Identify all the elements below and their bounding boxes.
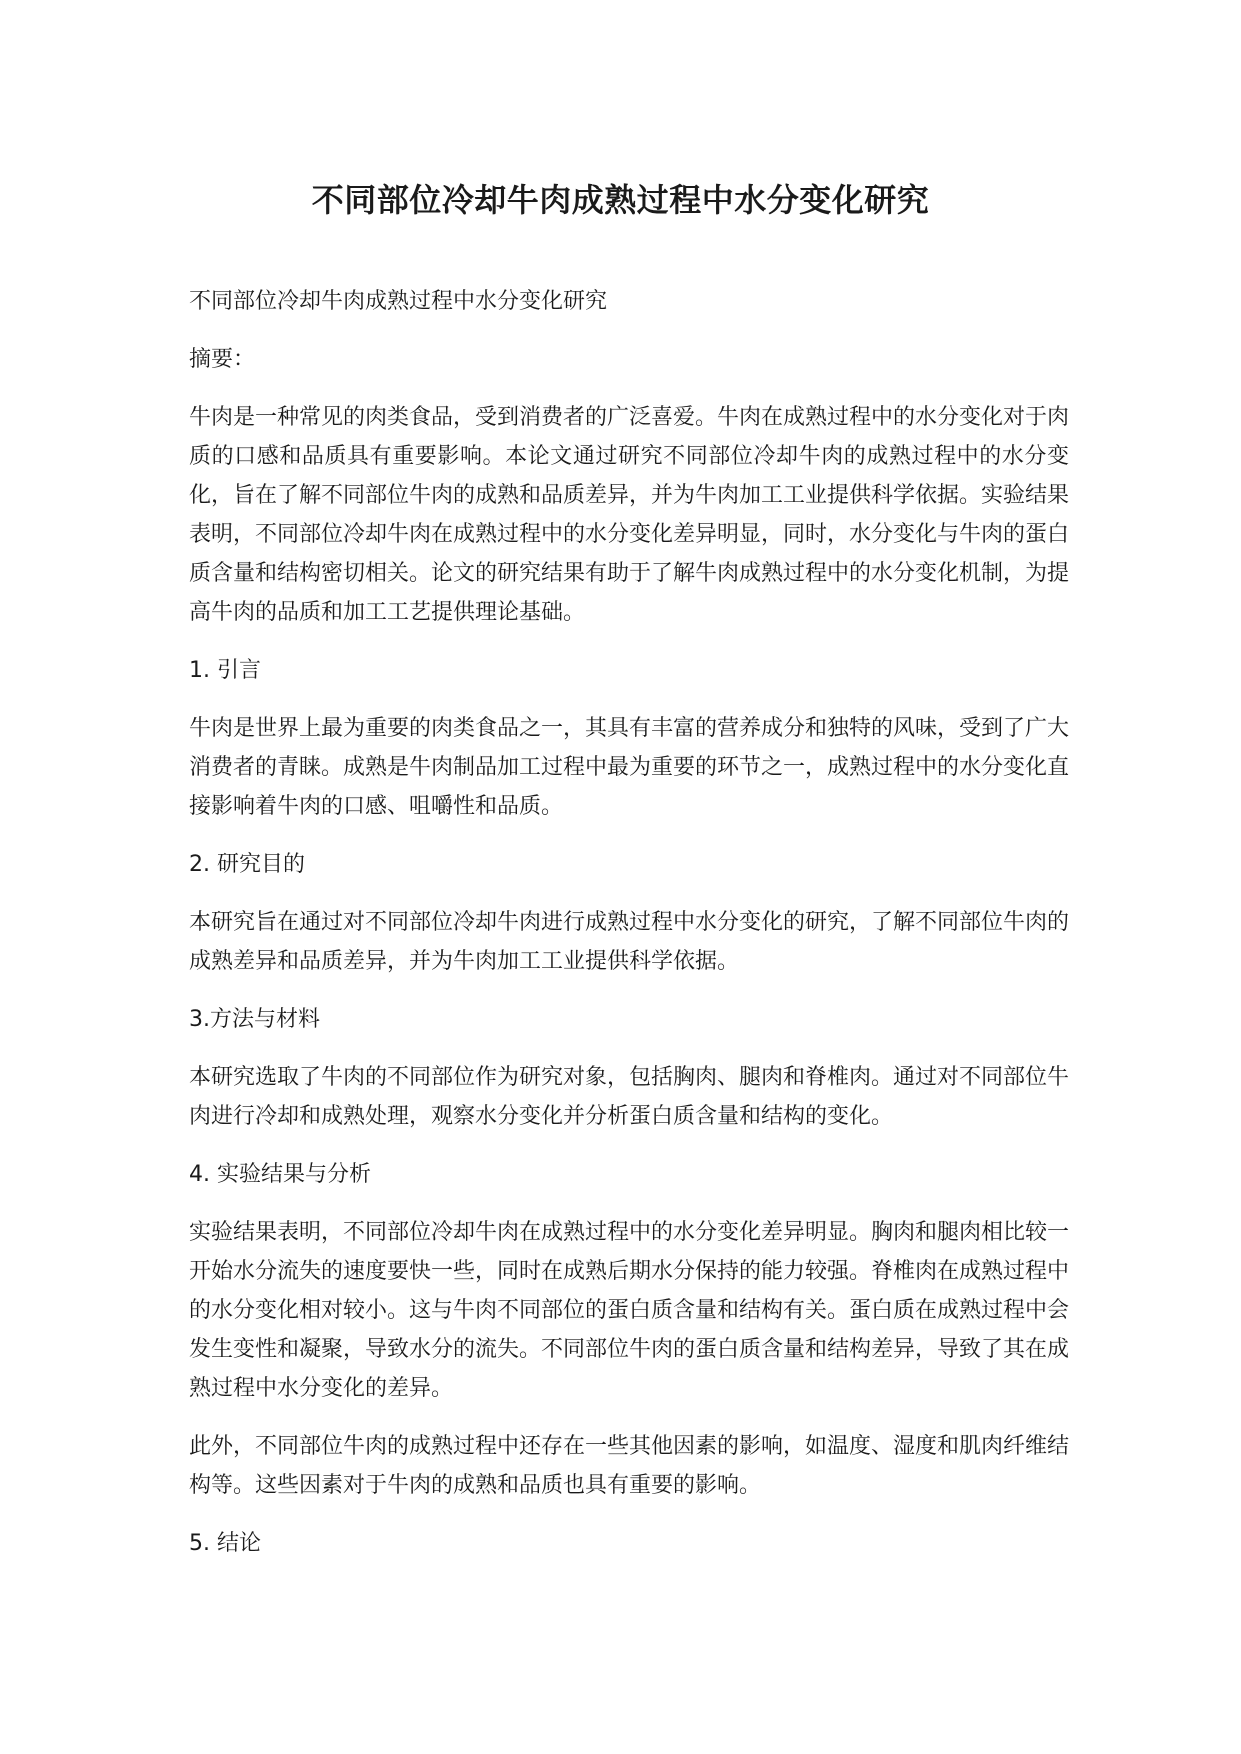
- section-heading-introduction: 1. 引言: [189, 658, 261, 683]
- section-paragraph: 实验结果表明，不同部位冷却牛肉在成熟过程中的水分变化差异明显。胸肉和腿肉相比较一开始水分流失的速度要快一些，同时在成熟后期水分保持的能力较强。脊椎肉在成熟过程中的水分变化相对较小。这与牛肉不同部位的蛋白质含量和结构有关。蛋白质在成熟过程中会发生变性和凝聚，导致水分的流失。不同部位牛肉的蛋白质含量和结构差异，导致了其在成熟过程中水分变化的差异。: [189, 1220, 1070, 1401]
- document-body: [189, 282, 1069, 1582]
- section-heading-purpose: 2. 研究目的: [189, 852, 305, 877]
- section-paragraph: 牛肉是世界上最为重要的肉类食品之一，其具有丰富的营养成分和独特的风味，受到了广大消费者的青睐。成熟是牛肉制品加工过程中最为重要的环节之一，成熟过程中的水分变化直接影响着牛肉的口感、咀嚼性和品质。: [189, 716, 1070, 819]
- section-paragraph: 此外，不同部位牛肉的成熟过程中还存在一些其他因素的影响，如温度、湿度和肌肉纤维结构等。这些因素对于牛肉的成熟和品质也具有重要的影响。: [189, 1434, 1070, 1498]
- section-heading-conclusion: 5. 结论: [189, 1531, 261, 1556]
- section-heading-methods: 3.方法与材料: [189, 1007, 320, 1032]
- abstract-paragraph: 牛肉是一种常见的肉类食品，受到消费者的广泛喜爱。牛肉在成熟过程中的水分变化对于肉质的口感和品质具有重要影响。本论文通过研究不同部位冷却牛肉的成熟过程中的水分变化，旨在了解不同部位牛肉的成熟和品质差异，并为牛肉加工工业提供科学依据。实验结果表明，不同部位冷却牛肉在成熟过程中的水分变化差异明显，同时，水分变化与牛肉的蛋白质含量和结构密切相关。论文的研究结果有助于了解牛肉成熟过程中的水分变化机制，为提高牛肉的品质和加工工艺提供理论基础。: [189, 405, 1070, 625]
- document-title: 不同部位冷却牛肉成熟过程中水分变化研究: [311, 181, 930, 219]
- document-subtitle: 不同部位冷却牛肉成熟过程中水分变化研究: [189, 289, 608, 314]
- section-paragraph: 本研究旨在通过对不同部位冷却牛肉进行成熟过程中水分变化的研究，了解不同部位牛肉的成熟差异和品质差异，并为牛肉加工工业提供科学依据。: [189, 910, 1070, 974]
- abstract-label: 摘要：: [189, 347, 256, 372]
- section-heading-results: 4. 实验结果与分析: [189, 1162, 371, 1187]
- section-paragraph: 本研究选取了牛肉的不同部位作为研究对象，包括胸肉、腿肉和脊椎肉。通过对不同部位牛肉进行冷却和成熟处理，观察水分变化并分析蛋白质含量和结构的变化。: [189, 1065, 1070, 1129]
